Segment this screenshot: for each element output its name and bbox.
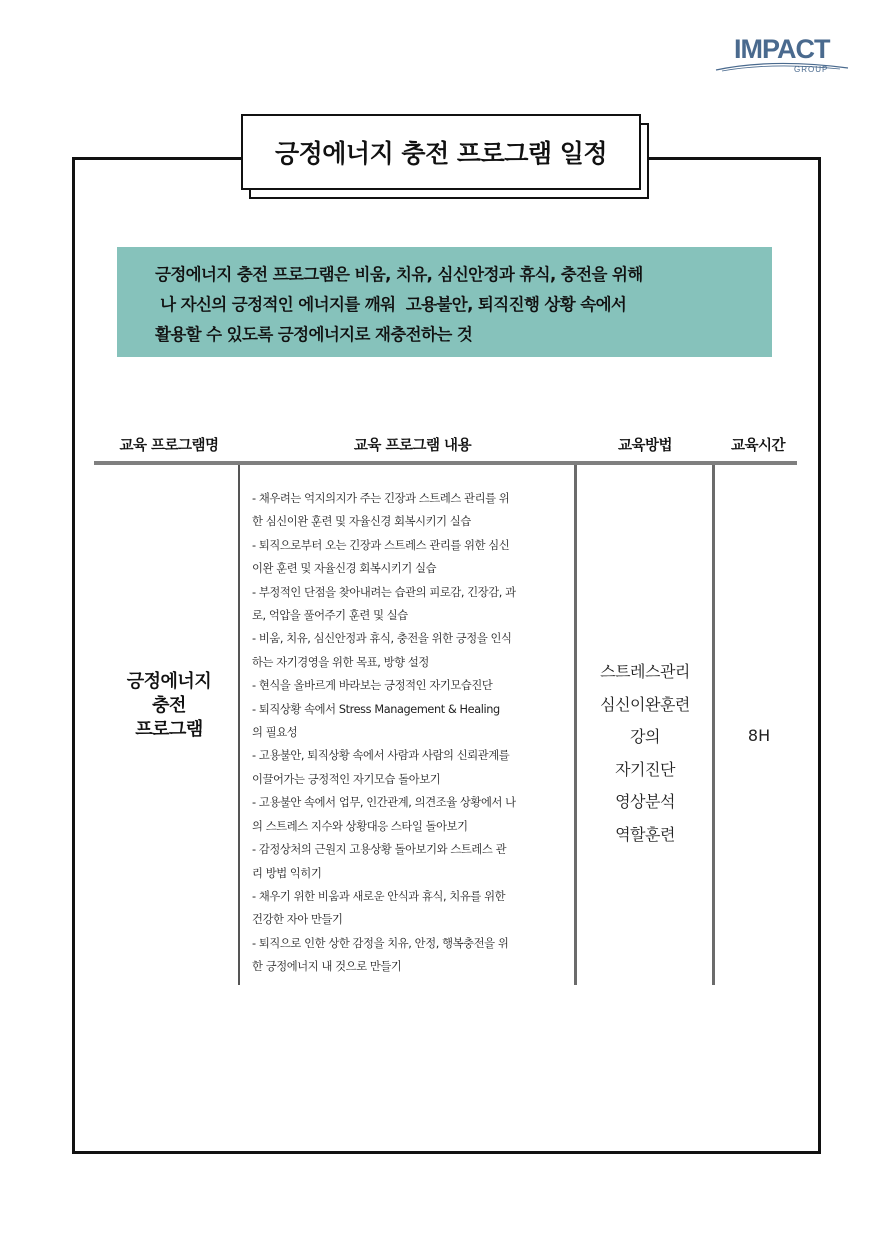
- method-item: 스트레스관리: [600, 662, 690, 681]
- method-item: 자기진단: [615, 759, 675, 779]
- content-line: 로, 억압을 풀어주기 훈련 및 실습: [252, 609, 408, 623]
- page-title: 긍정에너지 충전 프로그램 일정: [241, 114, 641, 190]
- header-content: 교육 프로그램 내용: [353, 438, 472, 454]
- intro-box: [117, 247, 772, 357]
- program-content-cell: [252, 487, 570, 979]
- content-line: - 부정적인 단점을 찾아내려는 습관의 피로감, 긴장감, 과: [252, 585, 516, 599]
- header-program-name: 교육 프로그램명: [119, 438, 219, 454]
- method-item: 심신이완훈련: [600, 694, 690, 714]
- content-line: - 현식을 올바르게 바라보는 긍정적인 자기모습진단: [252, 679, 493, 693]
- impact-group-logo: [712, 34, 852, 80]
- method-cell: [580, 656, 710, 851]
- content-line: - 고용불안, 퇴직상황 속에서 사람과 사람의 신뢰관계를: [252, 749, 510, 763]
- logo-wordmark: IMPACT: [734, 34, 830, 64]
- content-line: 하는 자기경영을 위한 목표, 방향 설정: [252, 655, 429, 669]
- program-name-line: 프로그램: [135, 719, 203, 740]
- content-line: - 퇴직으로 인한 상한 감정을 치유, 안정, 행복충전을 위: [252, 936, 509, 950]
- content-line: - 퇴직으로부터 오는 긴장과 스트레스 관리를 위한 심신: [252, 538, 510, 552]
- content-line: 의 스트레스 지수와 상황대응 스타일 돌아보기: [252, 819, 468, 833]
- column-divider: [574, 465, 577, 985]
- content-line: - 채우려는 억지의지가 주는 긴장과 스트레스 관리를 위: [252, 492, 510, 505]
- content-line: - 채우기 위한 비움과 새로운 안식과 휴식, 치유를 위한: [252, 889, 506, 903]
- hours-cell: 8H: [747, 726, 771, 745]
- content-line: - 퇴직상황 속에서 Stress Management & Healing: [252, 702, 500, 716]
- content-line: 리 방법 익히기: [252, 866, 322, 880]
- content-line: - 고용불안 속에서 업무, 인간관계, 의견조율 상황에서 나: [252, 796, 516, 810]
- content-line: 한 긍정에너지 내 것으로 만들기: [252, 960, 402, 974]
- table-header-rule: [94, 461, 797, 465]
- content-line: 이완 훈련 및 자율신경 회복시키기 실습: [252, 562, 437, 576]
- content-line: 이끌어가는 긍정적인 자기모습 돌아보기: [252, 772, 441, 786]
- intro-line: 활용할 수 있도록 긍정에너지로 재충전하는 것: [155, 325, 473, 344]
- content-line: - 감정상처의 근원지 고용상황 돌아보기와 스트레스 관: [252, 843, 507, 857]
- program-name-line: 긍정에너지: [126, 671, 212, 692]
- method-item: 역할훈련: [615, 824, 675, 844]
- content-line: 한 심신이완 훈련 및 자율신경 회복시키기 실습: [252, 515, 471, 529]
- content-line: 의 필요성: [252, 726, 298, 740]
- header-hours: 교육시간: [730, 438, 786, 454]
- header-method: 교육방법: [617, 438, 673, 454]
- intro-line: 나 자신의 긍정적인 에너지를 깨워 고용불안, 퇴직진행 상황 속에서: [155, 295, 627, 314]
- method-item: 영상분석: [615, 792, 675, 811]
- content-line: - 비움, 치유, 심신안정과 휴식, 충전을 위한 긍정을 인식: [252, 632, 512, 646]
- logo-subtext: GROUP: [794, 65, 829, 74]
- column-divider: [712, 465, 715, 985]
- intro-line: 긍정에너지 충전 프로그램은 비움, 치유, 심신안정과 휴식, 충전을 위해: [155, 265, 643, 284]
- program-name-cell: [94, 670, 244, 742]
- content-line: 건강한 자아 만들기: [252, 913, 343, 927]
- method-item: 강의: [630, 727, 660, 746]
- program-name-line: 충전: [152, 695, 186, 716]
